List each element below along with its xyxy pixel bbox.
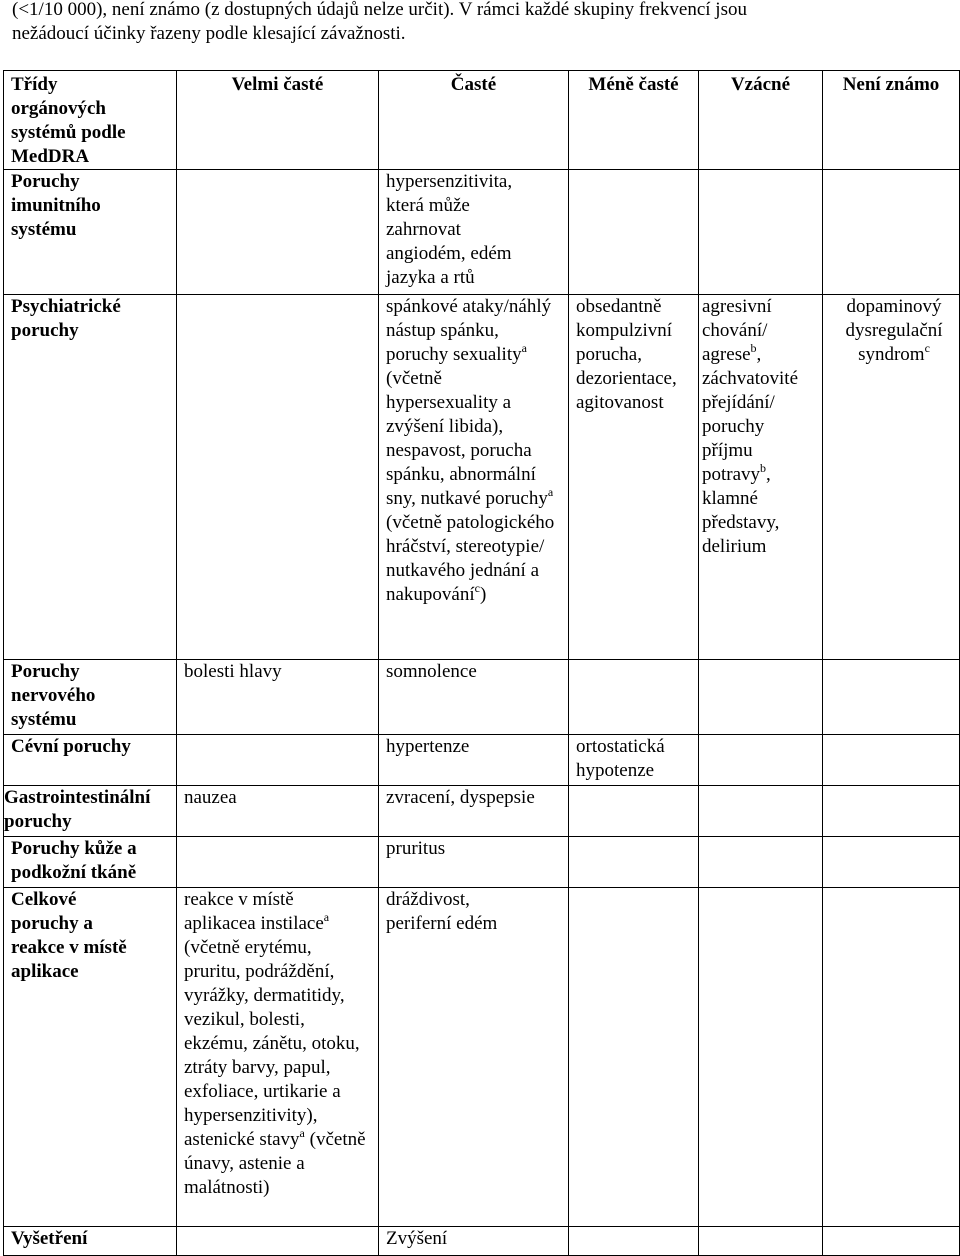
organ-psych-label: Psychiatrické poruchy xyxy=(11,296,121,341)
cell-immune-unknown xyxy=(823,170,960,295)
cell-general-common xyxy=(379,888,569,1227)
cell-vascular-unknown xyxy=(823,735,960,786)
cell-vascular-uncommon xyxy=(569,735,699,786)
cell-nervous-very-common: bolesti hlavy xyxy=(177,660,379,735)
psych-common-part-2: (včetně hypersexuality a zvýšení libida), nespavost, porucha spánku, abnormální sny, nutkavé poruchy xyxy=(386,368,548,509)
cell-invest-rare xyxy=(699,1227,823,1256)
psych-common-part-4: ) xyxy=(479,584,487,605)
psych-common-sup-3: c xyxy=(474,580,480,595)
cell-immune-uncommon xyxy=(569,170,699,295)
header-rare: Vzácné xyxy=(699,71,823,170)
organ-skin xyxy=(4,837,177,888)
psych-rare-part-1: agresivní chování/ agrese xyxy=(702,296,772,365)
header-common: Časté xyxy=(379,71,569,170)
cell-invest-unknown xyxy=(823,1227,960,1256)
cell-skin-uncommon xyxy=(569,837,699,888)
organ-skin-label: Poruchy kůže a podkožní tkáně xyxy=(11,838,137,883)
organ-invest: Vyšetření xyxy=(4,1227,177,1256)
cell-psych-very-common xyxy=(177,295,379,660)
header-organ-class xyxy=(4,71,177,170)
cell-nervous-common: somnolence xyxy=(379,660,569,735)
psych-common-part-3: (včetně patologického hráčství, stereotypie/ nutkavého jednání a nakupování xyxy=(386,512,555,605)
cell-gi-unknown xyxy=(823,786,960,837)
psych-unknown-part-1: dopaminový dysregulační syndrom xyxy=(845,296,943,365)
cell-psych-uncommon-text: obsedantně kompulzivní porucha, dezorientace, agitovanost xyxy=(576,296,677,413)
organ-nervous-label: Poruchy nervového systému xyxy=(11,661,96,730)
cell-psych-rare xyxy=(699,295,823,660)
cell-immune-very-common xyxy=(177,170,379,295)
cell-general-unknown xyxy=(823,888,960,1227)
header-organ-label: Třídy orgánových systémů podle MedDRA xyxy=(11,74,126,167)
header-uncommon: Méně časté xyxy=(569,71,699,170)
cell-gi-uncommon xyxy=(569,786,699,837)
general-very-common-part-2: (včetně erytému, pruritu, podráždění, vyrážky, dermatitidy, vezikul, bolesti, ekzému, zánětu, otoku, ztráty barvy, papul, exfoliace, urtikarie a hypersenzitivity), astenické stavy xyxy=(184,937,360,1150)
cell-skin-rare xyxy=(699,837,823,888)
cell-vascular-rare xyxy=(699,735,823,786)
table-row xyxy=(4,660,960,735)
table-row xyxy=(4,735,960,786)
cell-general-rare xyxy=(699,888,823,1227)
cell-skin-common: pruritus xyxy=(379,837,569,888)
cell-psych-common xyxy=(379,295,569,660)
cell-gi-very-common: nauzea xyxy=(177,786,379,837)
cell-nervous-uncommon xyxy=(569,660,699,735)
cell-vascular-common: hypertenze xyxy=(379,735,569,786)
general-very-common-part-3: (včetně únavy, astenie a malátnosti) xyxy=(184,1129,366,1198)
cell-nervous-unknown xyxy=(823,660,960,735)
cell-invest-uncommon xyxy=(569,1227,699,1256)
intro-line-2: nežádoucí účinky řazeny podle klesající závažnosti. xyxy=(12,23,406,44)
organ-immune-label: Poruchy imunitního systému xyxy=(11,171,101,240)
organ-general-label: Celkové poruchy a reakce v místě aplikace xyxy=(11,889,127,982)
cell-psych-unknown-text xyxy=(830,295,958,367)
table-row xyxy=(4,786,960,837)
cell-general-uncommon xyxy=(569,888,699,1227)
organ-immune xyxy=(4,170,177,295)
intro-text xyxy=(12,0,952,46)
cell-gi-common: zvracení, dyspepsie xyxy=(379,786,569,837)
cell-invest-very-common xyxy=(177,1227,379,1256)
organ-gi xyxy=(4,786,177,837)
organ-nervous xyxy=(4,660,177,735)
cell-psych-uncommon xyxy=(569,295,699,660)
general-very-common-part-1: reakce v místě aplikacea instilace xyxy=(184,889,324,934)
table-row xyxy=(4,170,960,295)
organ-vascular: Cévní poruchy xyxy=(4,735,177,786)
psych-unknown-sup: c xyxy=(924,340,930,355)
cell-general-common-text: dráždivost, periferní edém xyxy=(386,889,498,934)
cell-vascular-uncommon-text: ortostatická hypotenze xyxy=(576,736,665,781)
psych-rare-part-3: , klamné představy, delirium xyxy=(702,464,780,557)
cell-immune-common xyxy=(379,170,569,295)
cell-immune-common-text: hypersenzitivita, která může zahrnovat angiodém, edém jazyka a rtů xyxy=(386,171,513,288)
general-very-common-sup-2: a xyxy=(299,1125,305,1140)
cell-skin-very-common xyxy=(177,837,379,888)
psych-common-part-1: spánkové ataky/náhlý nástup spánku, poruchy sexuality xyxy=(386,296,552,365)
cell-nervous-rare xyxy=(699,660,823,735)
psych-rare-sup-2: b xyxy=(760,460,767,475)
cell-vascular-very-common xyxy=(177,735,379,786)
psych-common-sup-2: a xyxy=(547,484,554,499)
psych-rare-sup-1: b xyxy=(750,340,757,355)
header-unknown: Není známo xyxy=(823,71,960,170)
cell-immune-rare xyxy=(699,170,823,295)
general-very-common-sup-1: a xyxy=(323,909,330,924)
intro-line-1: (<1/10 000), není známo (z dostupných údajů nelze určit). V rámci každé skupiny frekvencí jsou xyxy=(12,0,747,20)
header-row xyxy=(4,71,960,170)
adverse-effects-table xyxy=(3,70,960,1256)
organ-general xyxy=(4,888,177,1227)
psych-rare-part-2: , záchvatovité přejídání/ poruchy příjmu potravy xyxy=(702,344,799,485)
organ-psych xyxy=(4,295,177,660)
cell-skin-unknown xyxy=(823,837,960,888)
header-very-common: Velmi časté xyxy=(177,71,379,170)
table-row xyxy=(4,888,960,1227)
psych-common-sup-1: a xyxy=(521,340,527,355)
table-row xyxy=(4,1227,960,1256)
cell-psych-unknown xyxy=(823,295,960,660)
cell-psych-rare-text xyxy=(702,295,814,559)
cell-general-very-common-text xyxy=(184,888,369,1200)
table-row xyxy=(4,837,960,888)
cell-psych-common-text xyxy=(386,295,556,607)
organ-gi-label: Gastrointestinální poruchy xyxy=(4,787,151,832)
cell-general-very-common xyxy=(177,888,379,1227)
cell-gi-rare xyxy=(699,786,823,837)
cell-invest-common: Zvýšení xyxy=(379,1227,569,1256)
table-row xyxy=(4,295,960,660)
